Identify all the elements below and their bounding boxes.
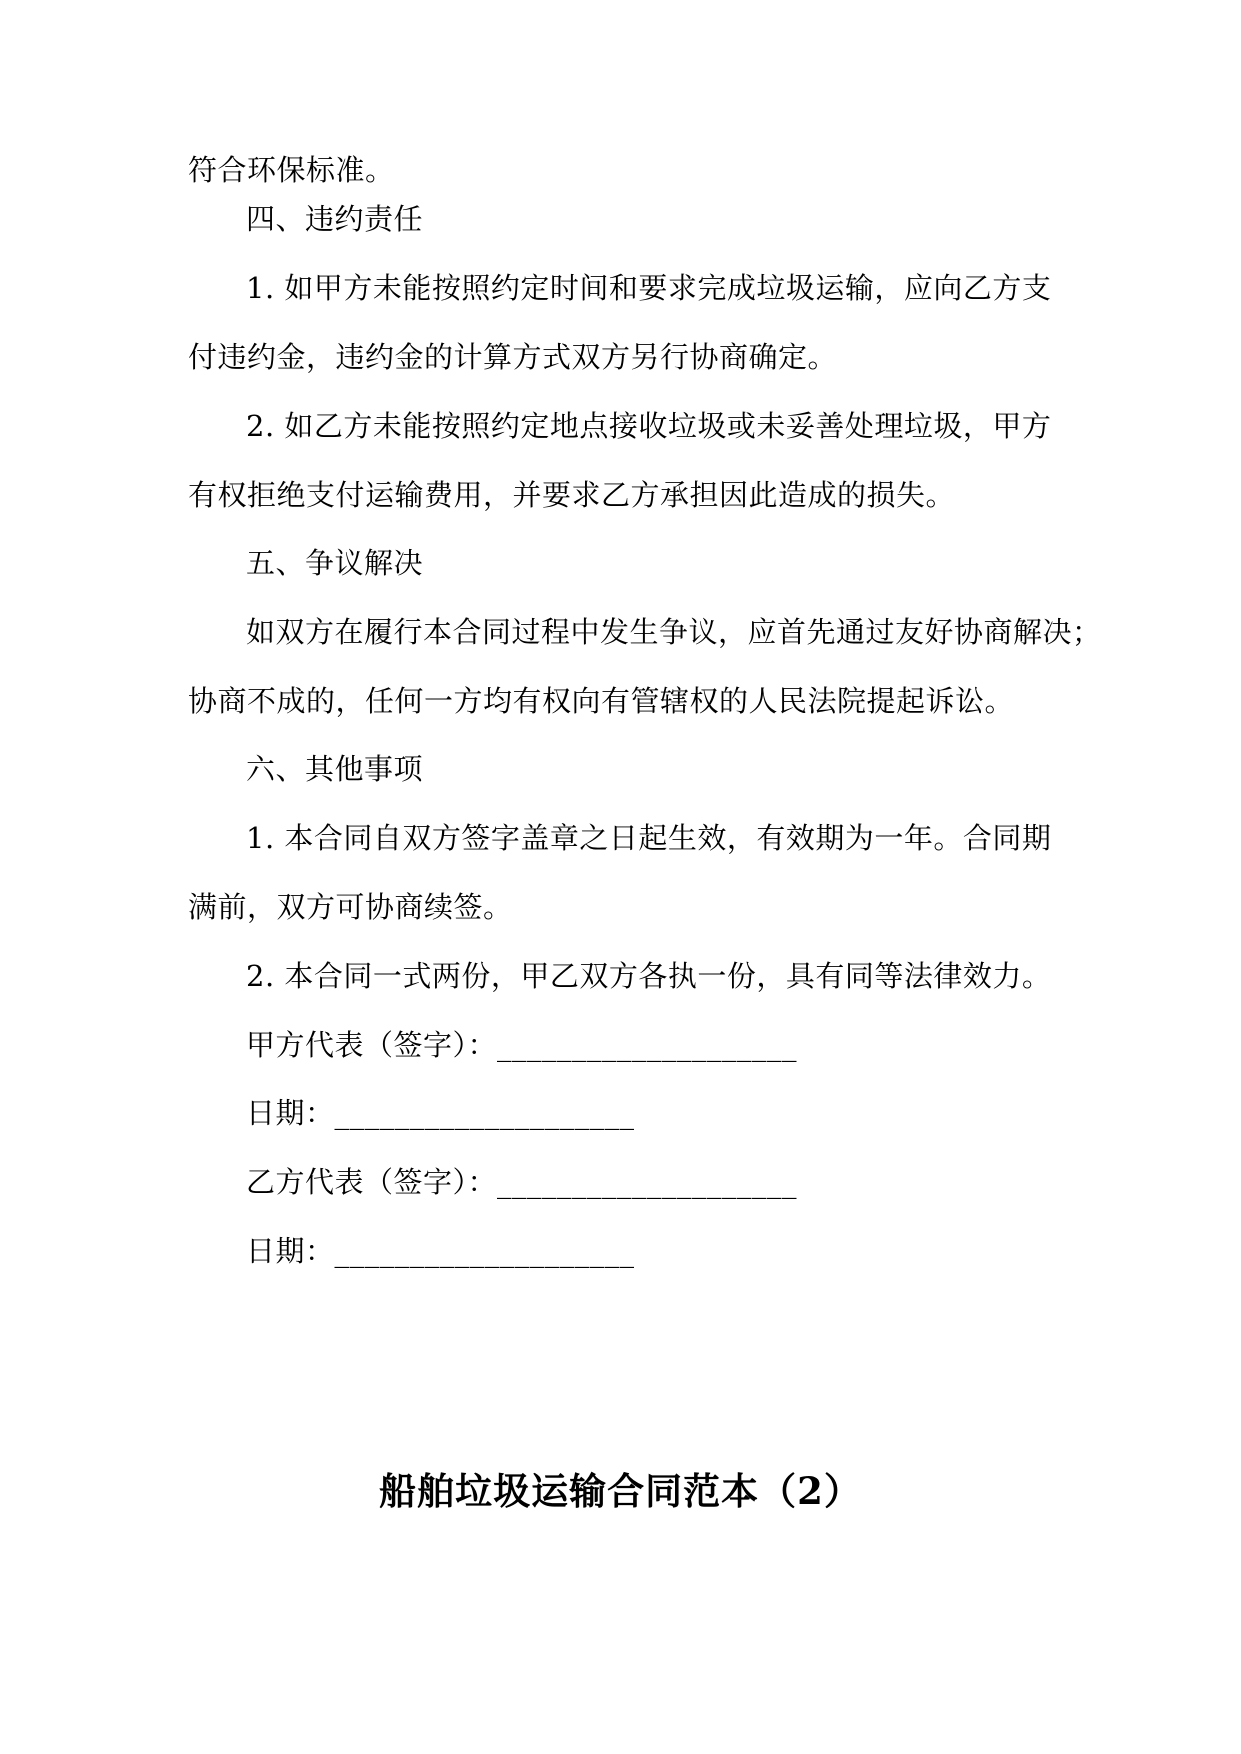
clause-6-1-line-1: 1. 本合同自双方签字盖章之日起生效，有效期为一年。合同期 [246, 821, 1052, 855]
clause-6-2: 2. 本合同一式两份，甲乙双方各执一份，具有同等法律效力。 [246, 959, 1052, 993]
clause-4-1-line-1: 1. 如甲方未能按照约定时间和要求完成垃圾运输，应向乙方支 [246, 271, 1052, 305]
clause-4-1-line-2: 付违约金，违约金的计算方式双方另行协商确定。 [188, 340, 838, 374]
paragraph-continuation: 符合环保标准。 [188, 153, 395, 187]
dispute-paragraph-line-2: 协商不成的，任何一方均有权向有管辖权的人民法院提起诉讼。 [188, 684, 1015, 718]
party-a-signature-line: 甲方代表（签字）：____________________ [246, 1028, 798, 1062]
section-heading-breach-liability: 四、违约责任 [246, 202, 424, 236]
clause-4-2-line-1: 2. 如乙方未能按照约定地点接收垃圾或未妥善处理垃圾，甲方 [246, 409, 1052, 443]
dispute-paragraph-line-1: 如双方在履行本合同过程中发生争议，应首先通过友好协商解决； [246, 615, 1102, 649]
clause-4-2-line-2: 有权拒绝支付运输费用，并要求乙方承担因此造成的损失。 [188, 478, 956, 512]
clause-6-1-line-2: 满前，双方可协商续签。 [188, 890, 513, 924]
party-b-signature-line: 乙方代表（签字）：____________________ [246, 1165, 798, 1199]
next-contract-title: 船舶垃圾运输合同范本（2） [379, 1469, 862, 1513]
party-a-date-line: 日期：____________________ [246, 1096, 635, 1130]
section-heading-dispute-resolution: 五、争议解决 [246, 546, 424, 580]
section-heading-other-matters: 六、其他事项 [246, 752, 424, 786]
party-b-date-line: 日期：____________________ [246, 1234, 635, 1268]
